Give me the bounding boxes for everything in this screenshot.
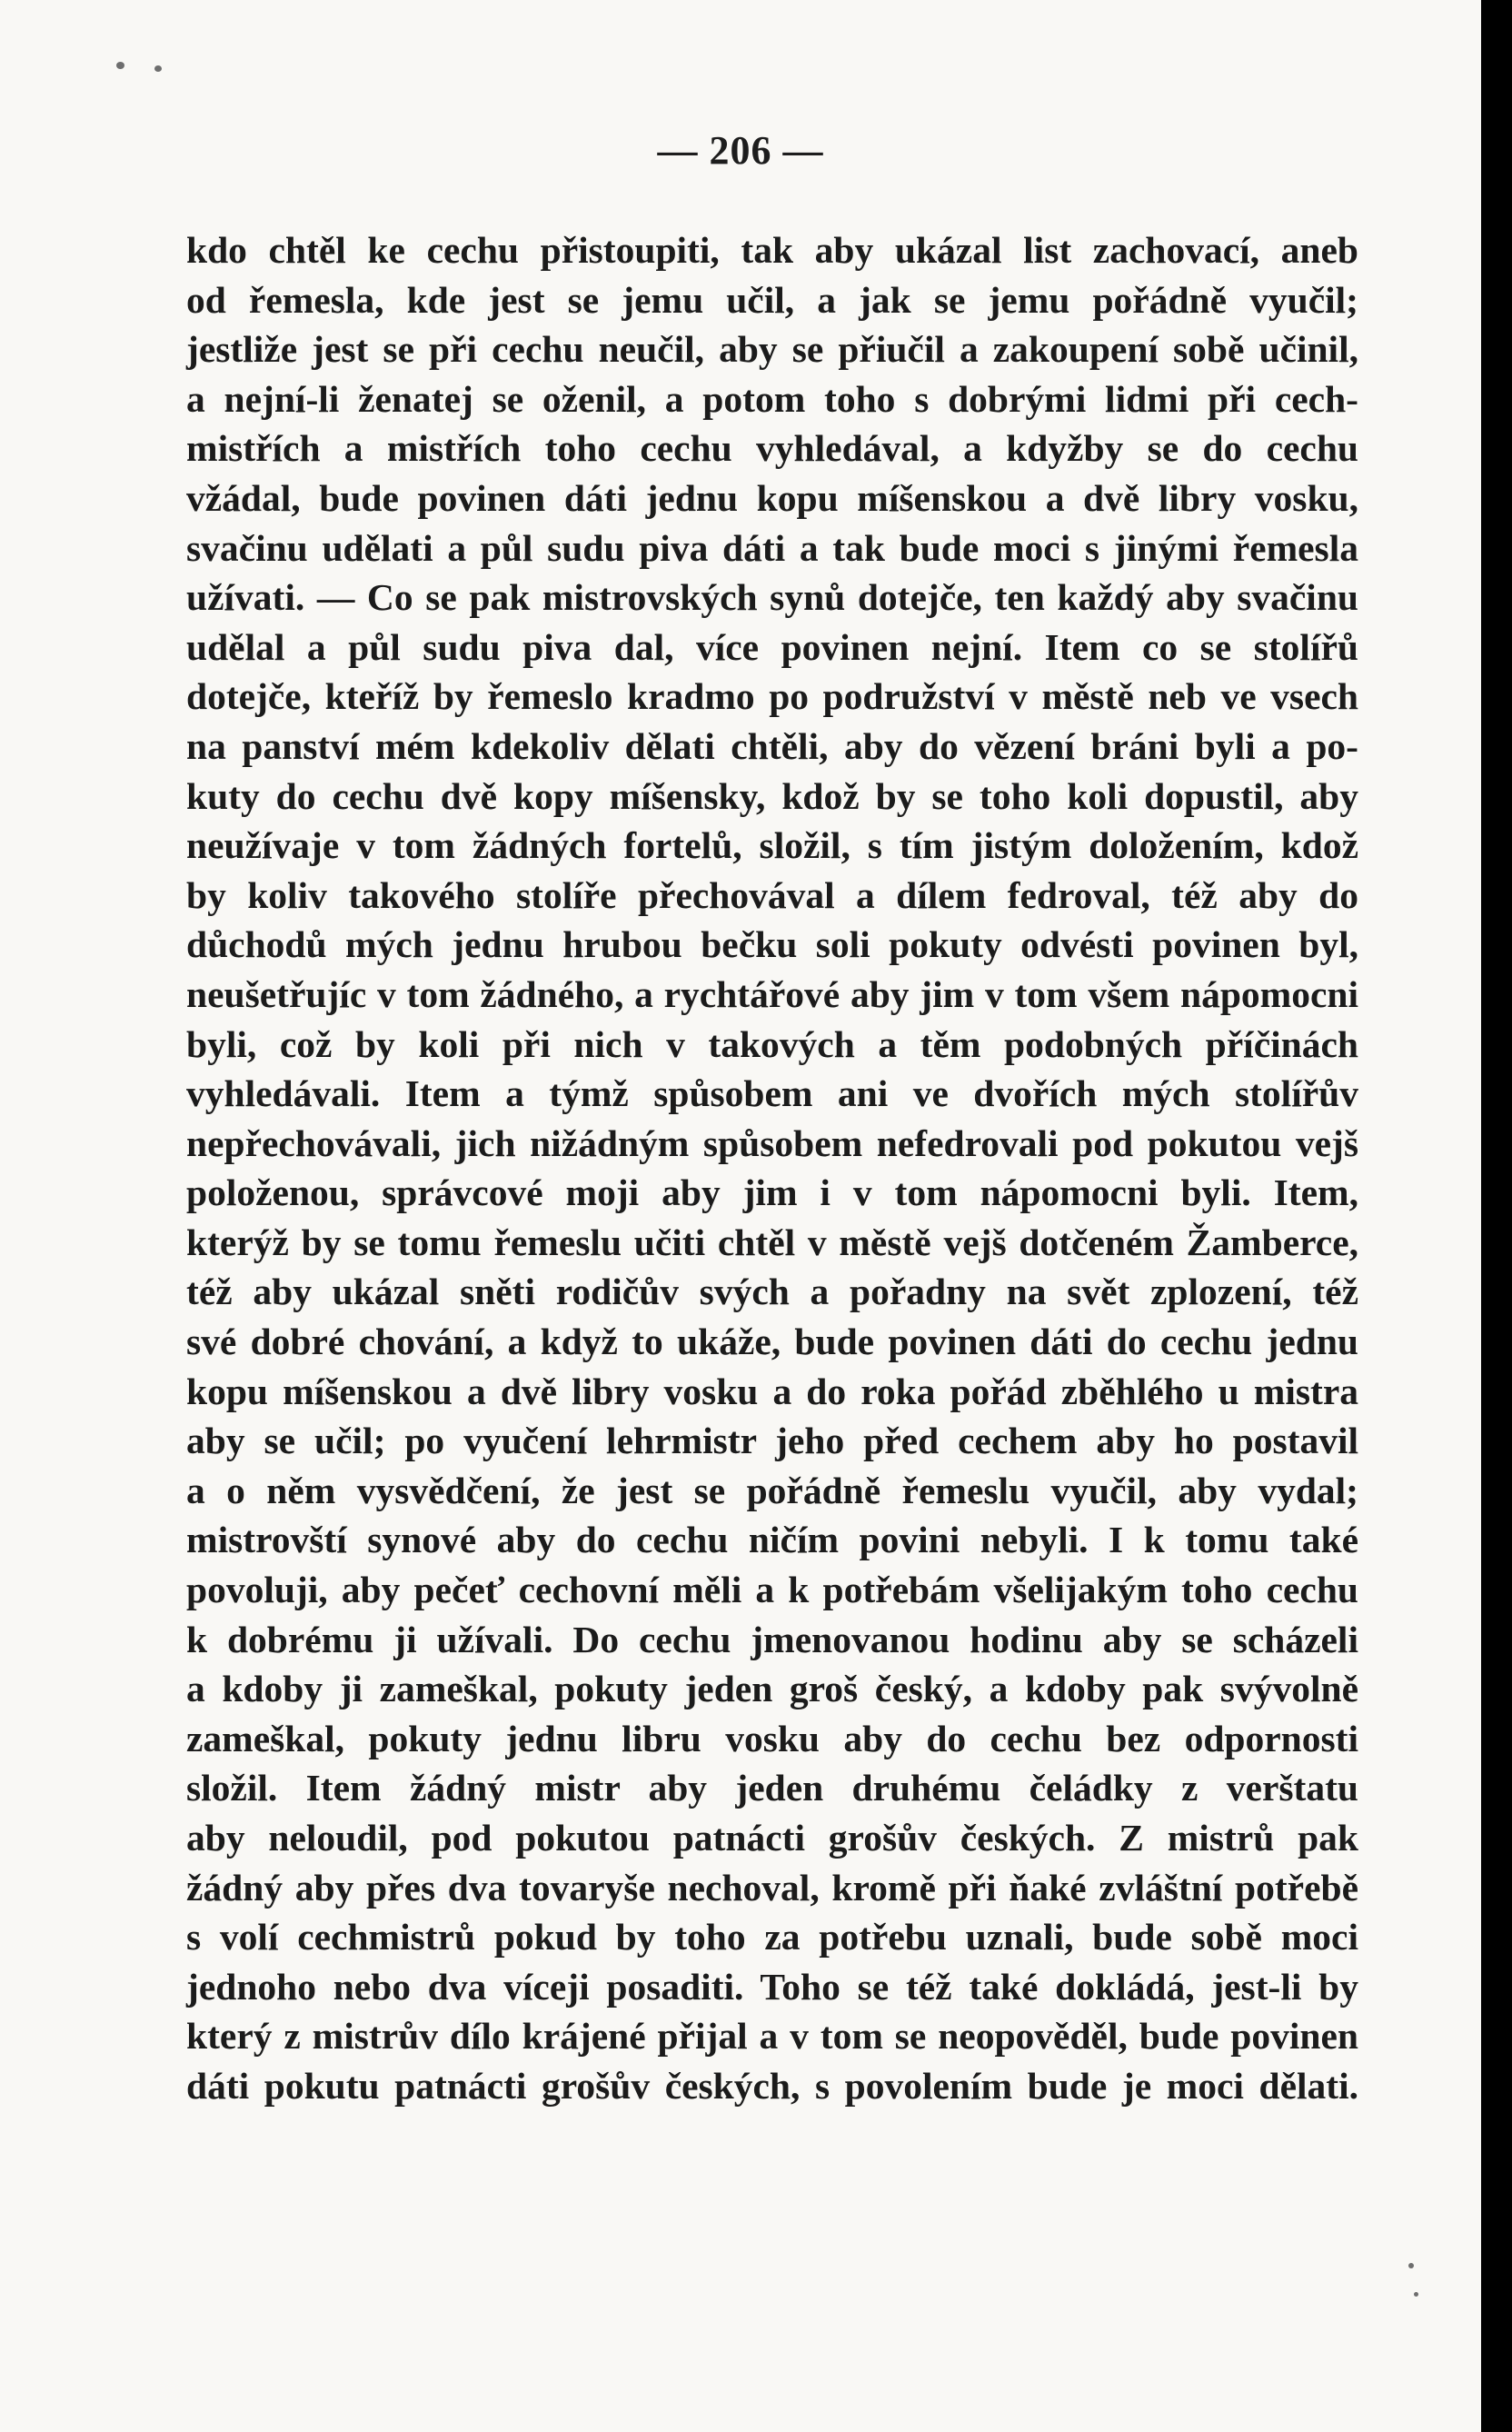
text-line: aby neloudil, pod pokutou patnácti grošův českých. Z mistrů pak <box>186 1817 1358 1859</box>
text-line: s volí cechmistrů pokud by toho za potřebu uznali, bude sobě moci <box>186 1916 1358 1959</box>
print-speck <box>1414 2292 1418 2297</box>
text-line: své dobré chování, a když to ukáže, bude povinen dáti do cechu jednu <box>186 1321 1358 1363</box>
text-line: kopu míšenskou a dvě libry vosku a do roka pořád zběhlého u mistra <box>186 1370 1358 1412</box>
print-speck <box>1408 2263 1414 2268</box>
text-line: mistrovští synové aby do cechu ničím povini nebyli. I k tomu také <box>186 1519 1358 1561</box>
print-speck <box>154 65 162 72</box>
text-line: kterýž by se tomu řemeslu učiti chtěl v městě vejš dotčeném Žamberce, <box>186 1221 1358 1263</box>
text-line: byli, což by koli při nich v takových a těm podobných příčinách <box>186 1022 1358 1065</box>
text-line: na panství mém kdekoliv dělati chtěli, aby do vězení bráni byli a po- <box>186 724 1358 767</box>
text-line: a kdoby ji zameškal, pokuty jeden groš český, a kdoby pak svývolně <box>186 1668 1358 1710</box>
text-line: povoluji, aby pečeť cechovní měli a k potřebám všelijakým toho cechu <box>186 1569 1358 1611</box>
text-line: zameškal, pokuty jednu libru vosku aby do cechu bez odpornosti <box>186 1717 1358 1759</box>
text-line: by koliv takového stolíře přechovával a dílem fedroval, též aby do <box>186 873 1358 916</box>
print-speck <box>116 62 124 69</box>
text-line: jednoho nebo dva víceji posaditi. Toho se též také dokládá, jest-li by <box>186 1965 1358 2008</box>
text-line: užívati. — Co se pak mistrovských synů dotejče, ten každý aby svačinu <box>186 576 1358 619</box>
text-line: kdo chtěl ke cechu přistoupiti, tak aby ukázal list zachovací, aneb <box>186 229 1358 271</box>
text-line: nepřechovávali, jich nižádným spůsobem nefedrovali pod pokutou vejš <box>186 1121 1358 1164</box>
text-line: a nejní-li ženatej se oženil, a potom toho s dobrými lidmi při cech- <box>186 377 1358 420</box>
text-line: a o něm vysvědčení, že jest se pořádně řemeslu vyučil, aby vydal; <box>186 1469 1358 1511</box>
text-line: položenou, správcové moji aby jim i v tom nápomocni byli. Item, <box>186 1171 1358 1214</box>
text-line: udělal a půl sudu piva dal, více povinen nejní. Item co se stolířů <box>186 625 1358 668</box>
text-line: dáti pokutu patnácti grošův českých, s povolením bude je moci dělati. <box>186 2064 1358 2107</box>
text-line: od řemesla, kde jest se jemu učil, a jak se jemu pořádně vyučil; <box>186 278 1358 321</box>
text-line: jestliže jest se při cechu neučil, aby se přiučil a zakoupení sobě učinil, <box>186 328 1358 371</box>
text-line: též aby ukázal sněti rodičův svých a pořadny na svět zplození, též <box>186 1271 1358 1313</box>
text-line: kuty do cechu dvě kopy míšensky, kdož by se toho koli dopustil, aby <box>186 774 1358 817</box>
page-number: — 206 — <box>657 128 824 173</box>
text-line: vyhledávali. Item a týmž spůsobem ani ve dvořích mých stolířův <box>186 1072 1358 1115</box>
text-line: důchodů mých jednu hrubou bečku soli pokuty odvésti povinen byl, <box>186 923 1358 966</box>
page-body-text <box>186 225 1358 2111</box>
text-line: k dobrému ji užívali. Do cechu jmenovanou hodinu aby se scházeli <box>186 1618 1358 1660</box>
text-line: složil. Item žádný mistr aby jeden druhému čeládky z verštatu <box>186 1767 1358 1809</box>
text-line: dotejče, kteříž by řemeslo kradmo po podružství v městě neb ve vsech <box>186 675 1358 718</box>
text-line: aby se učil; po vyučení lehrmistr jeho před cechem aby ho postavil <box>186 1420 1358 1462</box>
text-line: který z mistrův dílo krájené přijal a v tom se neopověděl, bude povinen <box>186 2015 1358 2058</box>
scan-border <box>1481 0 1512 2432</box>
text-line: svačinu udělati a půl sudu piva dáti a tak bude moci s jinými řemesla <box>186 526 1358 569</box>
text-line: neužívaje v tom žádných fortelů, složil, s tím jistým doložením, kdož <box>186 824 1358 867</box>
text-line: neušetřujíc v tom žádného, a rychtářové aby jim v tom všem nápomocni <box>186 972 1358 1015</box>
text-line: mistřích a mistřích toho cechu vyhledával, a kdyžby se do cechu <box>186 427 1358 470</box>
text-line: vžádal, bude povinen dáti jednu kopu míšenskou a dvě libry vosku, <box>186 476 1358 519</box>
text-line: žádný aby přes dva tovaryše nechoval, kromě při ňaké zvláštní potřebě <box>186 1866 1358 1909</box>
